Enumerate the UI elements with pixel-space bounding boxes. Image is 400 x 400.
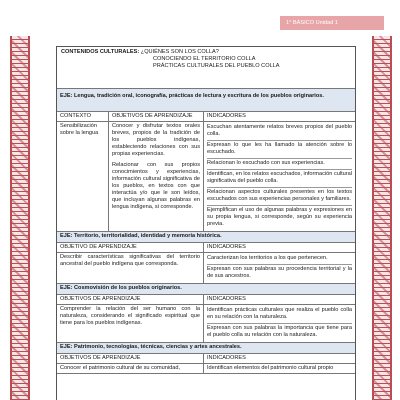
- unit-header-band: [280, 16, 384, 30]
- contexto-header: CONTEXTO: [57, 112, 109, 121]
- contenidos-label: CONTENIDOS CULTURALES:: [61, 49, 140, 55]
- eje3-indicador-2: Expresan con sus palabras la importancia que tiene para el pueblo colla su relación con la naturaleza.: [207, 325, 352, 338]
- eje4-indicadores-header: INDICADORES: [207, 355, 246, 361]
- eje1-title: EJE: Lengua, tradición oral, iconografía, prácticas de lectura y escritura de los pueblos originarios.: [57, 89, 355, 112]
- indicadores-header: INDICADORES: [207, 113, 246, 119]
- eje4-header-row: [57, 354, 355, 364]
- indicador-a-3: Relacionan lo escuchado con sus experiencias.: [207, 159, 352, 170]
- eje3-indicadores: [204, 305, 355, 342]
- objetivos-cell: [109, 122, 204, 231]
- objetivos-header: OBJETIVOS DE APRENDIZAJE: [109, 112, 204, 121]
- eje4-content-row: [57, 364, 355, 374]
- contexto-cell: Sensibilización sobre la lengua: [57, 122, 109, 231]
- eje2-objetivo: Describir características significativas del territorio ancestral del pueblo indígena que corresponda.: [57, 253, 204, 283]
- contenidos-line-2: CONOCIENDO EL TERRITORIO COLLA: [153, 56, 256, 62]
- eje4-title: EJE: Patrimonio, tecnologías, técnicas, ciencias y artes ancestrales.: [57, 343, 355, 354]
- eje2-indicador-2: Expresan con sus palabras su procedencia territorial y la de sus ancestros.: [207, 266, 352, 279]
- unit-label: 1° BÁSICO Unidad 1: [286, 20, 338, 26]
- eje4-indicador: Identifican elementos del patrimonio cultural propio: [207, 365, 334, 371]
- contenidos-line-3: PRÁCTICAS CULTURALES DEL PUEBLO COLLA: [153, 63, 280, 69]
- eje2-content-row: [57, 253, 355, 284]
- eje3-objetivo: Comprender la relación del ser humano con la naturaleza, considerando el significado espiritual que tiene para los pueblos indígenas.: [57, 305, 204, 342]
- indicador-a-1: Escuchan atentamente relatos breves propios del pueblo colla.: [207, 123, 352, 141]
- eje4-objetivos-header: OBJETIVOS DE APRENDIZAJE: [57, 354, 204, 363]
- eje1-header-row: [57, 112, 355, 122]
- eje2-objetivo-header: OBJETIVO DE APRENDIZAJE: [57, 243, 204, 252]
- eje2-header-row: [57, 243, 355, 253]
- eje2-title: EJE: Territorio, territorialidad, identidad y memoria histórica.: [57, 232, 355, 243]
- indicador-b-3: Ejemplifican el uso de algunas palabras y expresiones en su propia lengua, si corresponde, según su experiencia previa.: [207, 207, 352, 227]
- eje2-indicadores: [204, 253, 355, 283]
- objetivo-2: Relacionar con sus propios conocimientos y experiencias, información cultural significativa de los pueblos, en textos con que interactúa y/o que le son leídos, que incluyan algunas palabras en lengua indígena, si corresponde.: [112, 162, 200, 210]
- eje3-header-row: [57, 295, 355, 305]
- left-decorative-border: [10, 36, 30, 400]
- eje1-content-row: [57, 122, 355, 232]
- eje2-indicadores-header: INDICADORES: [207, 244, 246, 250]
- eje3-title: EJE: Cosmovisión de los pueblos originarios.: [57, 284, 355, 295]
- indicador-b-2: Relacionan aspectos culturales presentes en los textos escuchados con sus experiencias personales y familiares.: [207, 188, 352, 206]
- indicador-b-1: Identifican, en los relatos escuchados, información cultural significativa del pueblo colla.: [207, 170, 352, 188]
- objetivo-1: Conocer y disfrutar textos orales breves, propios de la tradición de los pueblos indígenas, estableciendo relaciones con sus propias experiencias.: [112, 123, 200, 157]
- eje3-indicadores-header: INDICADORES: [207, 296, 246, 302]
- eje3-content-row: [57, 305, 355, 343]
- curriculum-table: [56, 46, 356, 400]
- indicadores-cell: [204, 122, 355, 231]
- right-decorative-border: [372, 36, 392, 400]
- contenidos-question: ¿QUIÉNES SON LOS COLLA?: [140, 49, 219, 55]
- eje3-indicador-1: Identifican prácticas culturales que realiza el pueblo colla en su relación con la naturaleza.: [207, 306, 352, 324]
- contenidos-culturales: [57, 47, 355, 89]
- eje4-objetivo: Conocer el patrimonio cultural de su comunidad,: [57, 364, 204, 373]
- indicador-a-2: Expresan lo que les ha llamado la atención sobre lo escuchado.: [207, 141, 352, 159]
- eje3-objetivos-header: OBJETIVOS DE APRENDIZAJE: [57, 295, 204, 304]
- eje2-indicador-1: Caracterizan los territorios a los que pertenecen.: [207, 254, 352, 265]
